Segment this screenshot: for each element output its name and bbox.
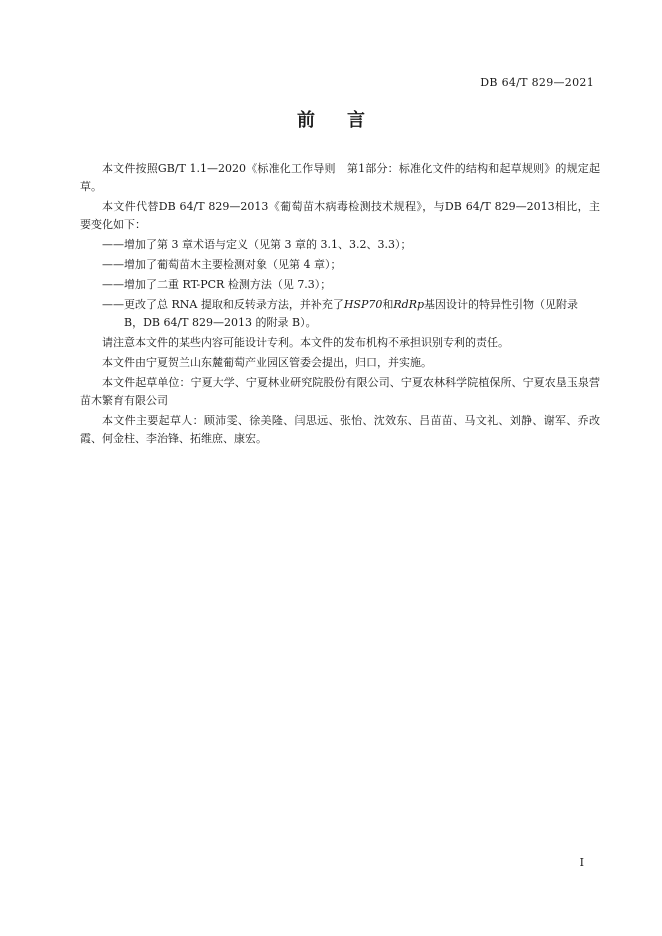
paragraph-replacement-note: 本文件代替DB 64/T 829—2013《葡萄苗木病毒检测技术规程》，与DB 64/T 829—2013相比，主要变化如下：	[80, 200, 600, 231]
change-item-detection-objects: ——增加了葡萄苗木主要检测对象（见第 4 章）；	[102, 258, 342, 271]
paragraph-proposer: 本文件由宁夏贺兰山东麓葡萄产业园区管委会提出，归口，并实施。	[102, 356, 432, 369]
page-number: I	[579, 856, 584, 869]
change-item-terms: ——增加了第 3 章术语与定义（见第 3 章的 3.1、3.2、3.3）；	[102, 238, 412, 251]
change-item-rna-text-2: 和	[382, 298, 394, 311]
paragraph-drafting-units: 本文件起草单位：宁夏大学、宁夏林业研究院股份有限公司、宁夏农林科学院植保所、宁夏农垦玉泉营苗木繁育有限公司	[80, 376, 600, 407]
change-item-rna-text-3: 基因设计的特异性引物（见附录 B，DB 64/T 829—2013 的附录 B）。	[124, 298, 579, 329]
change-item-rna-text-1: ——更改了总 RNA 提取和反转录方法，并补充了	[102, 298, 344, 311]
gene-name-hsp70: HSP70	[343, 298, 383, 311]
gene-name-rdrp: RdRp	[393, 298, 425, 311]
paragraph-drafting-basis: 本文件按照GB/T 1.1—2020《标准化工作导则 第1部分：标准化文件的结构和起草规则》的规定起草。	[80, 162, 600, 193]
change-item-rna-extraction	[80, 296, 600, 332]
document-body	[80, 160, 600, 450]
paragraph-patent-notice: 请注意本文件的某些内容可能设计专利。本文件的发布机构不承担识别专利的责任。	[102, 336, 509, 349]
page-title: 前言	[297, 110, 397, 131]
standard-code: DB 64/T 829—2021	[480, 76, 594, 89]
change-item-rt-pcr: ——增加了二重 RT-PCR 检测方法（见 7.3）；	[102, 278, 332, 291]
paragraph-drafters: 本文件主要起草人：顾沛雯、徐美隆、闫思远、张怡、沈效东、吕苗苗、马文礼、刘静、谢军、乔改霞、何金柱、李治锋、拓维庶、康宏。	[80, 414, 600, 445]
